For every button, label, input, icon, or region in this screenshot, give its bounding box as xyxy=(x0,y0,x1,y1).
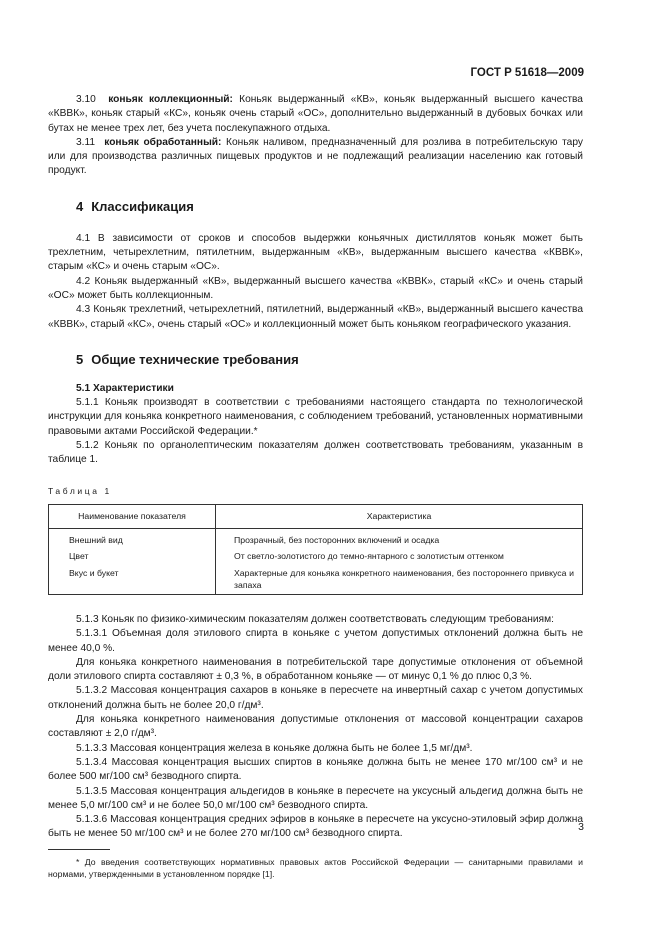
doc-header-code: ГОСТ Р 51618—2009 xyxy=(470,67,584,79)
document-body xyxy=(48,93,583,881)
section-title: Общие технические требования xyxy=(91,351,299,367)
clause-5-1-2: 5.1.2 Коньяк по органолептическим показателям должен соответствовать требованиям, указанным в таблице 1. xyxy=(48,440,583,466)
table-cell: Характерные для коньяка конкретного наименования, без постороннего привкуса и запаха xyxy=(216,565,583,595)
tolerance-alcohol: Для коньяка конкретного наименования в потребительской таре допустимые отклонения от объемной доли этилового спирта составляют ± 0,3 %, в обработанном коньяке — от минус 0,1 % до плюс 0,3 %. xyxy=(48,656,583,683)
clause-5-1-1: 5.1.1 Коньяк производят в соответствии с требованиями настоящего стандарта по технологической инструкции для коньяка конкретного наименования, с соблюдением требований, установленных нормативными правовыми актами Российской Федерации.* xyxy=(48,397,583,437)
clause-4-3: 4.3 Коньяк трехлетний, четырехлетний, пятилетний, выдержанный «КВ», выдержанный высшего качества «КВВК», старый «КС», очень старый «ОС» и коллекционный может быть коньяком географического указания. xyxy=(48,304,583,330)
table-1 xyxy=(48,504,583,595)
term: коньяк обработанный: xyxy=(104,136,222,148)
section-4-heading xyxy=(48,199,583,215)
section-number: 5 xyxy=(76,351,84,367)
footnote-divider xyxy=(48,849,110,850)
clause-5-1-3: 5.1.3 Коньяк по физико-химическим показателям должен соответствовать следующим требованиям: xyxy=(76,613,554,625)
clause-text: Коньяк выдержанный «КВ», коньяк выдержанный высшего качества «КВВК», коньяк старый «КС», коньяк очень старый «ОС», дополнительно выдержанный в дубовых бочках или бутах не менее трех лет, без учета послекупажного отдыха. xyxy=(48,94,583,134)
table-caption: Таблица 1 xyxy=(48,485,112,496)
clause-number: 3.10 xyxy=(76,94,96,105)
clause-5-1-3-3: 5.1.3.3 Массовая концентрация железа в коньяке должна быть не более 1,5 мг/дм³. xyxy=(76,742,473,754)
term: коньяк коллекционный: xyxy=(108,94,233,105)
table-row xyxy=(49,565,583,595)
table-header-cell: Наименование показателя xyxy=(49,504,216,528)
footnote: * До введения соответствующих нормативных правовых актов Российской Федерации — санитарными правилами и нормами, утвержденными в установленном порядке [1]. xyxy=(48,856,583,880)
table-row xyxy=(49,548,583,565)
section-5-heading xyxy=(48,352,583,368)
clause-3-11 xyxy=(48,136,583,179)
clause-5-1-3-2: 5.1.3.2 Массовая концентрация сахаров в коньяке в пересчете на инвертный сахар с учетом допустимых отклонений должна быть не более 20,0 г/дм³. xyxy=(48,685,583,711)
clause-number: 3.11 xyxy=(76,136,96,148)
clause-4-1: 4.1 В зависимости от сроков и способов выдержки коньячных дистиллятов коньяк может быть трехлетним, четырехлетним, пятилетним, выдержанным «КВ», выдержанным высшего качества «КВВК», старым «КС» и очень старым «ОС». xyxy=(48,232,583,273)
clause-text: Коньяк наливом, предназначенный для розлива в потребительскую тару или для производства различных пищевых продуктов и не подлежащий реализации населению как готовый продукт. xyxy=(48,136,583,177)
table-cell: Прозрачный, без посторонних включений и осадка xyxy=(216,528,583,548)
table-cell: От светло-золотистого до темно-янтарного с золотистым оттенком xyxy=(216,548,583,565)
tolerance-sugar: Для коньяка конкретного наименования допустимые отклонения от массовой концентрации сахаров составляют ± 2,0 г/дм³. xyxy=(48,714,583,740)
table-header-cell: Характеристика xyxy=(216,504,583,528)
clause-5-1-3-1: 5.1.3.1 Объемная доля этилового спирта в коньяке с учетом допустимых отклонений должна быть не менее 40,0 %. xyxy=(48,628,583,654)
clause-3-10 xyxy=(48,93,583,136)
section-number: 4 xyxy=(76,198,84,214)
subsection-5-1: 5.1 Характеристики xyxy=(76,382,174,394)
table-cell: Вкус и букет xyxy=(49,565,216,595)
page-number: 3 xyxy=(578,821,584,833)
table-cell: Цвет xyxy=(49,548,216,565)
clause-5-1-3-5: 5.1.3.5 Массовая концентрация альдегидов в коньяке в пересчете на уксусный альдегид должна быть не менее 5,0 мг/100 см³ и не более 50,0 мг/100 см³ безводного спирта. xyxy=(48,785,583,811)
clause-4-2: 4.2 Коньяк выдержанный «КВ», выдержанный высшего качества «КВВК», старый «КС» и очень старый «ОС» может быть коллекционным. xyxy=(48,275,583,301)
clause-5-1-3-4: 5.1.3.4 Массовая концентрация высших спиртов в коньяке должна быть не менее 170 мг/100 см³ и не более 500 мг/100 см³ безводного спирта. xyxy=(48,756,583,783)
section-title: Классификация xyxy=(91,198,194,214)
clause-5-1-3-6: 5.1.3.6 Массовая концентрация средних эфиров в коньяке в пересчете на уксусно-этиловый эфир должна быть не менее 50 мг/100 см³ и не более 270 мг/100 см³ безводного спирта. xyxy=(48,814,583,840)
table-row xyxy=(49,528,583,548)
table-cell: Внешний вид xyxy=(49,528,216,548)
table-header-row xyxy=(49,504,583,528)
